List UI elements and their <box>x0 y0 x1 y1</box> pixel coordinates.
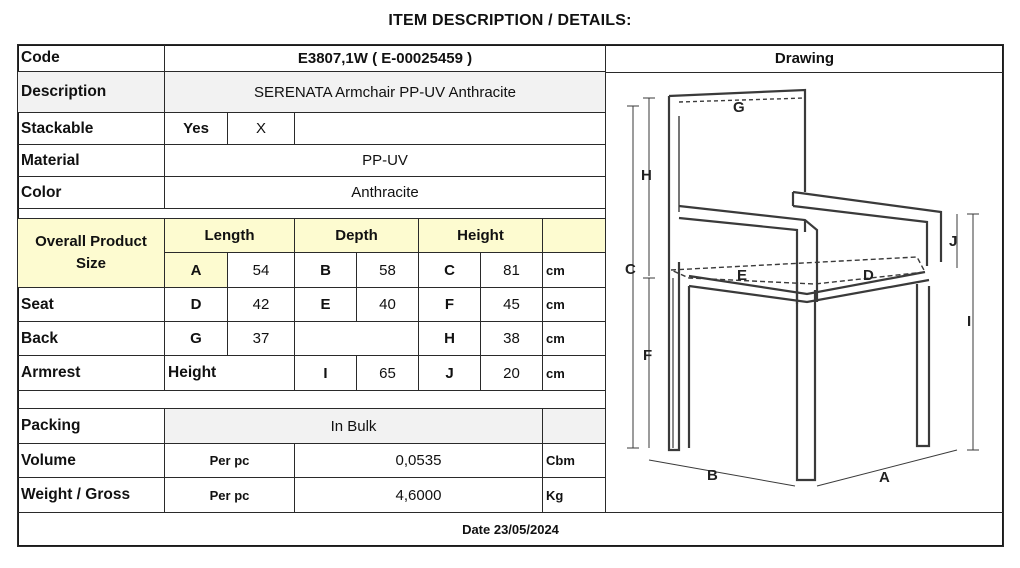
drawing-letter-c: C <box>625 261 636 278</box>
spacer-row-2 <box>17 390 606 409</box>
material-value: PP-UV <box>164 144 606 177</box>
weight-label: Weight / Gross <box>17 477 165 513</box>
packing-empty-cell <box>542 408 606 444</box>
dim-h-value: 38 <box>480 321 543 356</box>
drawing-letter-e: E <box>737 267 748 284</box>
dim-j-label: J <box>418 355 481 391</box>
length-header: Length <box>164 218 295 253</box>
dim-b-value: 58 <box>356 252 419 288</box>
depth-header: Depth <box>294 218 419 253</box>
dim-e-label: E <box>294 287 357 322</box>
drawing-letter-a: A <box>879 469 890 486</box>
drawing-letter-i: I <box>967 313 972 330</box>
unit-header-empty <box>542 218 606 253</box>
drawing-letter-g: G <box>733 99 745 116</box>
chair-drawing <box>605 72 1003 512</box>
back-unit: cm <box>542 321 606 356</box>
overall-unit: cm <box>542 252 606 288</box>
description-value: SERENATA Armchair PP-UV Anthracite <box>164 71 606 113</box>
dim-c-value: 81 <box>480 252 543 288</box>
seat-label: Seat <box>17 287 165 322</box>
dim-b-label: B <box>294 252 357 288</box>
dim-h-label: H <box>418 321 481 356</box>
drawing-letter-f: F <box>643 347 653 364</box>
dim-i-value: 65 <box>356 355 419 391</box>
volume-label: Volume <box>17 443 165 478</box>
dim-g-label: G <box>164 321 228 356</box>
document-title: ITEM DESCRIPTION / DETAILS: <box>388 12 632 29</box>
armrest-unit: cm <box>542 355 606 391</box>
seat-unit: cm <box>542 287 606 322</box>
volume-per: Per pc <box>164 443 295 478</box>
date-footer: Date 23/05/2024 <box>17 512 1004 547</box>
weight-per: Per pc <box>164 477 295 513</box>
dim-e-value: 40 <box>356 287 419 322</box>
back-empty-cell <box>294 321 419 356</box>
weight-value: 4,6000 <box>294 477 543 513</box>
stackable-value: X <box>227 112 295 145</box>
dim-a-value: 54 <box>227 252 295 288</box>
dim-a-label: A <box>164 252 228 288</box>
height-header: Height <box>418 218 543 253</box>
dim-f-value: 45 <box>480 287 543 322</box>
material-label: Material <box>17 144 165 177</box>
stackable-label: Stackable <box>17 112 165 145</box>
code-value: E3807,1W ( E-00025459 ) <box>164 44 606 72</box>
description-label: Description <box>17 71 165 113</box>
volume-value: 0,0535 <box>294 443 543 478</box>
weight-unit: Kg <box>542 477 606 513</box>
armrest-height-label: Height <box>164 355 295 391</box>
dim-g-value: 37 <box>227 321 295 356</box>
drawing-letter-j: J <box>949 233 958 250</box>
dim-i-label: I <box>294 355 357 391</box>
dim-f-label: F <box>418 287 481 322</box>
overall-size-label: Overall Product Size <box>17 218 165 288</box>
dim-d-label: D <box>164 287 228 322</box>
dim-j-value: 20 <box>480 355 543 391</box>
dim-c-label: C <box>418 252 481 288</box>
dim-d-value: 42 <box>227 287 295 322</box>
color-label: Color <box>17 176 165 209</box>
drawing-letter-d: D <box>863 267 874 284</box>
volume-unit: Cbm <box>542 443 606 478</box>
armrest-label: Armrest <box>17 355 165 391</box>
packing-value: In Bulk <box>164 408 543 444</box>
drawing-letter-h: H <box>641 167 652 184</box>
packing-label: Packing <box>17 408 165 444</box>
stackable-yes-label: Yes <box>164 112 228 145</box>
drawing-header: Drawing <box>605 44 1004 73</box>
color-value: Anthracite <box>164 176 606 209</box>
drawing-letter-b: B <box>707 467 718 484</box>
stackable-empty-cell <box>294 112 606 145</box>
code-label: Code <box>17 44 165 72</box>
back-label: Back <box>17 321 165 356</box>
